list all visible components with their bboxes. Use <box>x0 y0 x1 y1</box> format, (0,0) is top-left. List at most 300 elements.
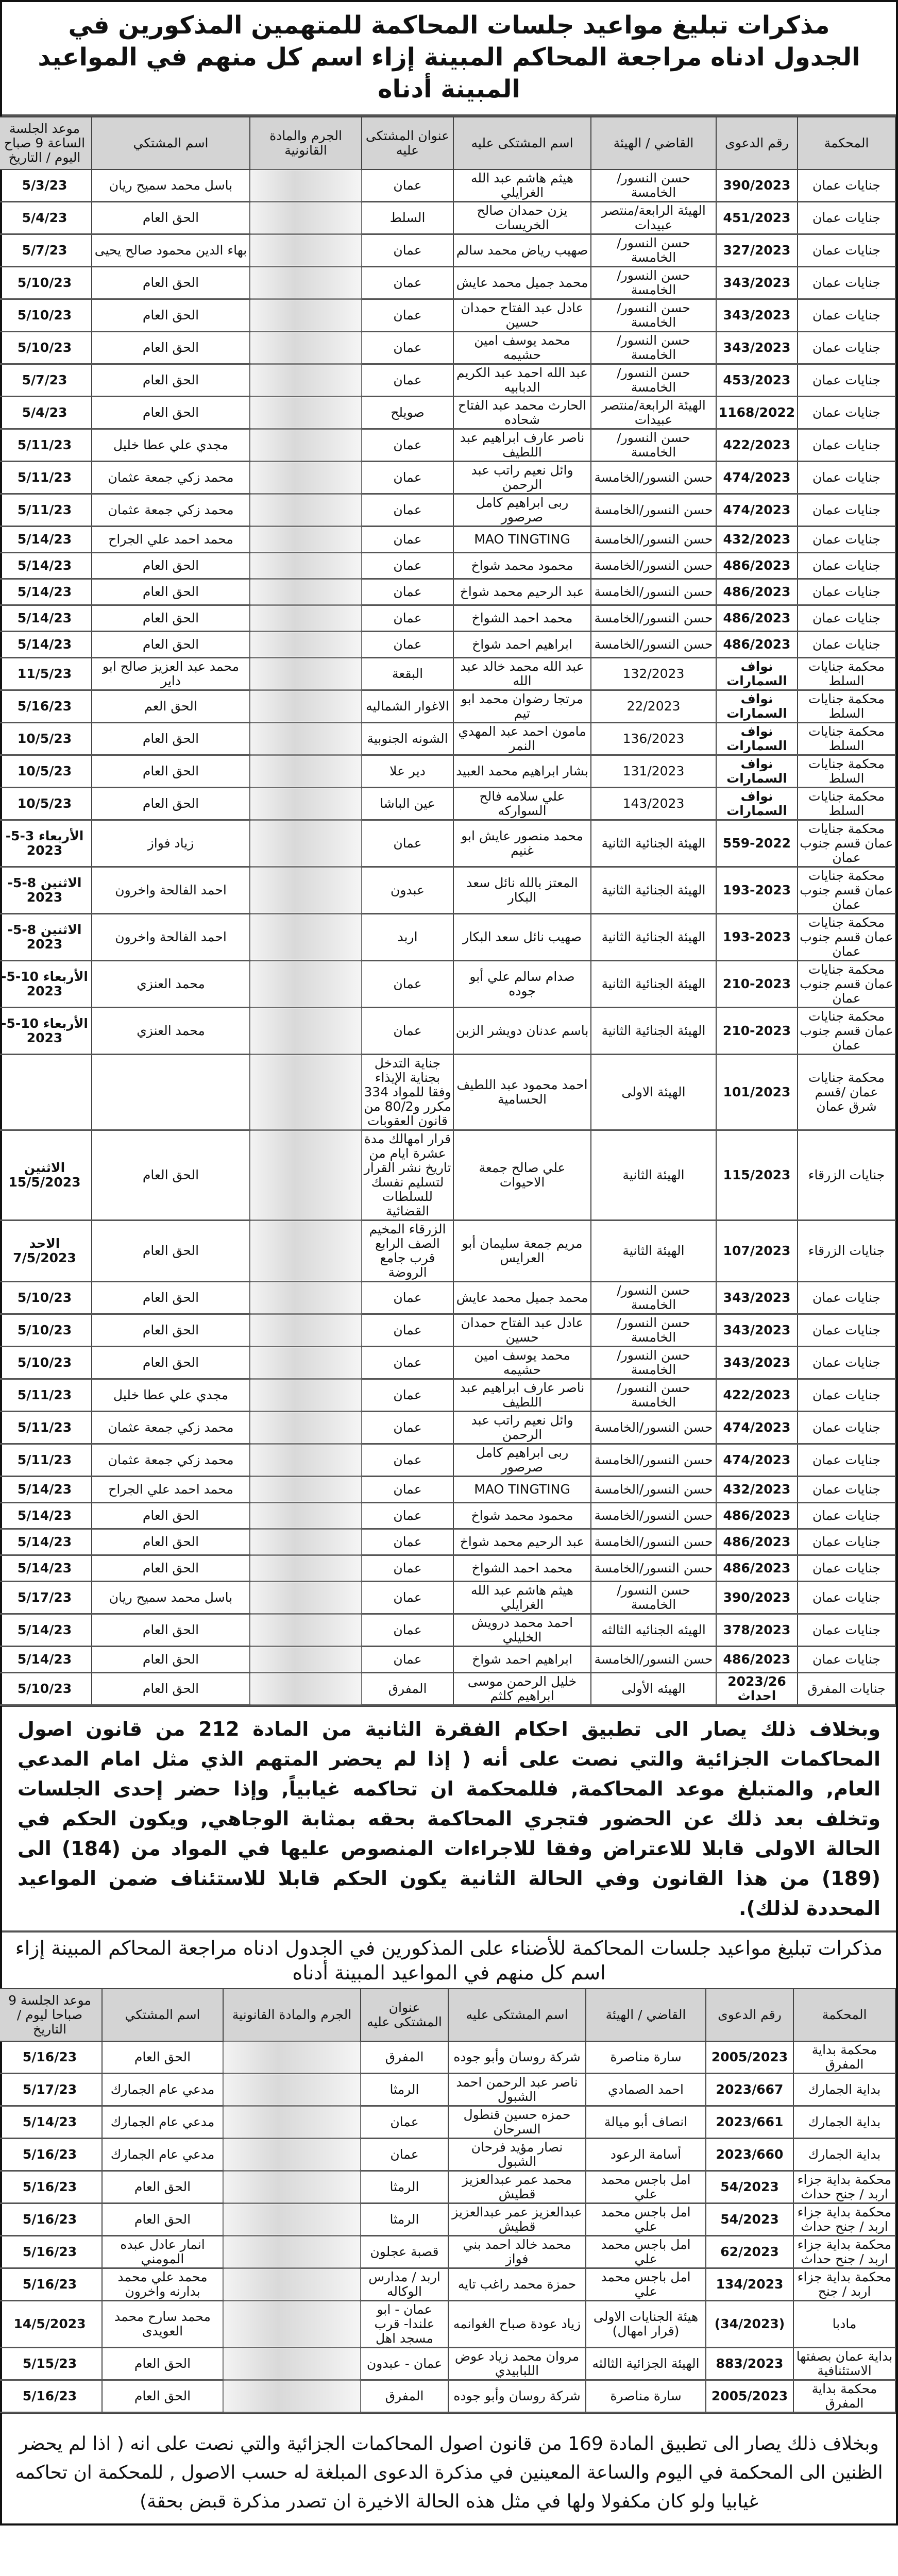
column-header-case: رقم الدعوى <box>706 1989 793 2041</box>
cell-defendant: عبدالعزيز عمر عبدالعزيز قطيش <box>448 2204 586 2236</box>
cell-complainant: الحق العام <box>92 299 250 332</box>
cell-court: محكمة جنايات السلط <box>798 755 895 788</box>
cell-crime <box>250 494 362 527</box>
cell-judge: حسن النسور/الخامسة <box>591 1647 716 1673</box>
table-row <box>0 579 895 605</box>
table-row <box>0 605 895 632</box>
cell-address: عمان <box>362 1282 453 1314</box>
cell-defendant: محمد جميل محمد عايش <box>453 267 591 299</box>
cell-complainant: الحق العام <box>102 2380 223 2413</box>
cell-case: 101/2023 <box>716 1055 798 1130</box>
cell-complainant: الحق العام <box>102 2171 223 2204</box>
cell-case: 193-2023 <box>716 914 798 961</box>
cell-defendant: علي سلامه فالح السواركه <box>453 788 591 820</box>
cell-date: 5/10/23 <box>0 1314 92 1347</box>
cell-court: جنايات عمان <box>798 462 895 494</box>
cell-address: عمان <box>362 553 453 579</box>
cell-case: 474/2023 <box>716 1444 798 1477</box>
cell-complainant: الحق العام <box>92 202 250 234</box>
cell-case: 453/2023 <box>716 364 798 397</box>
cell-court: جنايات عمان <box>798 632 895 658</box>
cell-date: 5/16/23 <box>0 690 92 723</box>
cell-crime <box>223 2268 361 2301</box>
cell-crime <box>250 1529 362 1555</box>
cell-case: 343/2023 <box>716 1347 798 1379</box>
table-row <box>0 397 895 429</box>
cell-address: عمان <box>362 1614 453 1647</box>
cell-address: الرمثا <box>361 2204 448 2236</box>
table-row <box>0 1477 895 1503</box>
table-row <box>0 2348 895 2380</box>
cell-date: 5/4/23 <box>0 202 92 234</box>
table-row <box>0 867 895 914</box>
cell-case: 390/2023 <box>716 1582 798 1614</box>
cell-address: صويلح <box>362 397 453 429</box>
cell-judge: انصاف أبو ميالة <box>586 2106 706 2139</box>
cell-judge: حسن النسور/ الخامسة <box>591 170 716 202</box>
cell-defendant: احمد محمد درويش الخليلي <box>453 1614 591 1647</box>
cell-case: 2005/2023 <box>706 2380 793 2413</box>
table-row <box>0 267 895 299</box>
cell-complainant: مدعي عام الجمارك <box>102 2106 223 2139</box>
cell-address: اربد <box>362 914 453 961</box>
cell-crime <box>223 2301 361 2348</box>
cell-date: 5/14/23 <box>0 1477 92 1503</box>
cell-judge: حسن النسور/ الخامسة <box>591 234 716 267</box>
cell-case: 54/2023 <box>706 2204 793 2236</box>
cell-complainant: مدعي عام الجمارك <box>102 2139 223 2171</box>
column-header-defendant: اسم المشتكى عليه <box>453 117 591 170</box>
cell-crime <box>250 1221 362 1282</box>
table-row <box>0 170 895 202</box>
table-row <box>0 1055 895 1130</box>
cell-judge: حسن النسور/ الخامسة <box>591 1379 716 1412</box>
cell-court: محكمة بداية المفرق <box>793 2041 895 2074</box>
table-header-row <box>0 1989 895 2041</box>
table-row <box>0 429 895 462</box>
cell-date: 14/5/2023 <box>0 2301 102 2348</box>
cell-judge: حسن النسور/الخامسة <box>591 462 716 494</box>
cell-complainant <box>92 1055 250 1130</box>
cell-address: جناية التدخل بجناية الإيذاء وفقا للمواد 334 مكرر و80/2 من قانون العقوبات <box>362 1055 453 1130</box>
cell-date: 5/15/23 <box>0 2348 102 2380</box>
cell-address: عمان <box>362 605 453 632</box>
column-header-judge: القاضي / الهيئة <box>591 117 716 170</box>
cell-defendant: نصار مؤيد فرحان الشبول <box>448 2139 586 2171</box>
cell-address: عمان <box>362 1008 453 1055</box>
cell-complainant: الحق العام <box>92 1347 250 1379</box>
cell-court: جنايات عمان <box>798 1555 895 1582</box>
cell-complainant: الحق العم <box>92 690 250 723</box>
cell-defendant: باسم عدنان دويشر الزبن <box>453 1008 591 1055</box>
cell-crime <box>223 2106 361 2139</box>
cell-crime <box>250 1008 362 1055</box>
cell-complainant: محمد زكي جمعة عثمان <box>92 1444 250 1477</box>
cell-court: جنايات عمان <box>798 1347 895 1379</box>
cell-court: محكمة بداية جزاء اربد / جنح <box>793 2268 895 2301</box>
cell-case: 474/2023 <box>716 1412 798 1444</box>
cell-complainant: الحق العام <box>92 1314 250 1347</box>
cell-crime <box>250 1314 362 1347</box>
cell-court: جنايات عمان <box>798 494 895 527</box>
cell-case: 486/2023 <box>716 1555 798 1582</box>
table-row <box>0 494 895 527</box>
cell-judge: الهيئة الاولى <box>591 1055 716 1130</box>
cell-crime <box>250 914 362 961</box>
cell-address: عمان <box>362 332 453 364</box>
cell-case: 107/2023 <box>716 1221 798 1282</box>
cell-case: 451/2023 <box>716 202 798 234</box>
cell-crime <box>250 332 362 364</box>
cell-case: 486/2023 <box>716 1503 798 1529</box>
cell-crime <box>250 755 362 788</box>
cell-case: 62/2023 <box>706 2236 793 2268</box>
cell-court: محكمة جنايات السلط <box>798 658 895 690</box>
cell-defendant: هيثم هاشم عبد الله الغرايلي <box>453 1582 591 1614</box>
cell-court: جنايات الزرقاء <box>798 1221 895 1282</box>
cell-crime <box>250 462 362 494</box>
cell-court: جنايات عمان <box>798 579 895 605</box>
cell-address: المفرق <box>361 2380 448 2413</box>
cell-complainant: الحق العام <box>92 267 250 299</box>
cell-date: 5/7/23 <box>0 364 92 397</box>
table-row <box>0 788 895 820</box>
table-row <box>0 755 895 788</box>
cell-complainant: الحق العام <box>92 332 250 364</box>
table-row <box>0 2236 895 2268</box>
cell-court: جنايات عمان <box>798 1314 895 1347</box>
cell-defendant: وائل نعيم راتب عبد الرحمن <box>453 462 591 494</box>
table-row <box>0 2301 895 2348</box>
cell-court: جنايات عمان <box>798 397 895 429</box>
cell-case: 343/2023 <box>716 267 798 299</box>
cell-judge: حسن النسور/ الخامسة <box>591 364 716 397</box>
cell-complainant: محمد عبد العزيز صالح ابو داير <box>92 658 250 690</box>
cell-court: محكمة جنايات عمان /قسم شرق عمان <box>798 1055 895 1130</box>
cell-crime <box>250 690 362 723</box>
cell-defendant: صهيب رياض محمد سالم <box>453 234 591 267</box>
cell-case: 2023/661 <box>706 2106 793 2139</box>
cell-address: عمان <box>362 364 453 397</box>
cell-defendant: ربى ابراهيم كامل صرصور <box>453 1444 591 1477</box>
cell-case: 2023/667 <box>706 2074 793 2106</box>
table-row <box>0 2074 895 2106</box>
table-row <box>0 2139 895 2171</box>
cell-court: محكمة بداية المفرق <box>793 2380 895 2413</box>
cell-crime <box>250 1055 362 1130</box>
cell-defendant: وائل نعيم راتب عبد الرحمن <box>453 1412 591 1444</box>
cell-court: جنايات عمان <box>798 170 895 202</box>
cell-address: عمان <box>362 1444 453 1477</box>
cell-address: اربد / مدارس الوكاله <box>361 2268 448 2301</box>
cell-crime <box>250 1444 362 1477</box>
cell-defendant: محمود محمد شواخ <box>453 553 591 579</box>
table-row <box>0 914 895 961</box>
cell-date: 5/10/23 <box>0 1673 92 1705</box>
table-row <box>0 961 895 1008</box>
cell-defendant: عبد الرحيم محمد شواخ <box>453 579 591 605</box>
table-row <box>0 234 895 267</box>
cell-judge: حسن النسور/الخامسة <box>591 494 716 527</box>
cell-complainant: مجدي علي عطا خليل <box>92 429 250 462</box>
cell-court: جنايات عمان <box>798 234 895 267</box>
cell-case: 343/2023 <box>716 332 798 364</box>
cell-date: 5/11/23 <box>0 462 92 494</box>
cell-defendant: مروان محمد زياد عوض اللبابيدي <box>448 2348 586 2380</box>
cell-defendant: محمد عمر عبدالعزيز قطيش <box>448 2171 586 2204</box>
cell-date: الأربعاء 10-5-2023 <box>0 961 92 1008</box>
cell-judge: حسن النسور/ الخامسة <box>591 267 716 299</box>
cell-complainant: الحق العام <box>92 632 250 658</box>
cell-date: 5/16/23 <box>0 2139 102 2171</box>
cell-crime <box>223 2139 361 2171</box>
cell-crime <box>250 658 362 690</box>
cell-crime <box>250 364 362 397</box>
cell-date: 5/11/23 <box>0 1379 92 1412</box>
cell-case: 2005/2023 <box>706 2041 793 2074</box>
cell-defendant: ربى ابراهيم كامل صرصور <box>453 494 591 527</box>
cell-defendant: مامون احمد عبد المهدي النمر <box>453 723 591 755</box>
cell-date: 5/14/23 <box>0 632 92 658</box>
cell-crime <box>250 1503 362 1529</box>
notice2-body <box>0 2041 895 2413</box>
cell-judge: حسن النسور/ الخامسة <box>591 1582 716 1614</box>
cell-defendant: MAO TINGTING <box>453 1477 591 1503</box>
cell-date: 5/16/23 <box>0 2380 102 2413</box>
cell-defendant: ناصر عارف ابراهيم عبد اللطيف <box>453 1379 591 1412</box>
cell-complainant: محمد احمد علي الجراح <box>92 527 250 553</box>
cell-court: محكمة جنايات عمان قسم جنوب عمان <box>798 1008 895 1055</box>
cell-crime <box>223 2041 361 2074</box>
cell-date: الاثنين 8-5-2023 <box>0 914 92 961</box>
cell-address: قرار امهالك مدة عشرة ايام من تاريخ نشر القرار لتسليم نفسك للسلطات القضائية <box>362 1130 453 1221</box>
cell-judge: حسن النسور/الخامسة <box>591 553 716 579</box>
cell-judge: امل باجس محمد علي <box>586 2236 706 2268</box>
table-row <box>0 2268 895 2301</box>
cell-address: الزرقاء المخيم الصف الرابع قرب جامع الروضة <box>362 1221 453 1282</box>
cell-defendant: ناصر عبد الرحمن احمد الشبول <box>448 2074 586 2106</box>
cell-crime <box>250 1130 362 1221</box>
table-row <box>0 723 895 755</box>
cell-date: 5/14/23 <box>0 2106 102 2139</box>
cell-judge: حسن النسور/الخامسة <box>591 579 716 605</box>
cell-judge: حسن النسور/الخامسة <box>591 1529 716 1555</box>
cell-crime <box>250 1347 362 1379</box>
cell-address: دير علا <box>362 755 453 788</box>
cell-address: عمان <box>362 1529 453 1555</box>
cell-judge: حسن النسور/الخامسة <box>591 632 716 658</box>
cell-complainant: الحق العام <box>92 1673 250 1705</box>
cell-court: جنايات عمان <box>798 1647 895 1673</box>
cell-address: عمان <box>361 2139 448 2171</box>
table-row <box>0 202 895 234</box>
column-header-defendant: اسم المشتكى عليه <box>448 1989 586 2041</box>
cell-complainant: الحق العام <box>92 1529 250 1555</box>
cell-defendant: عبد الرحيم محمد شواخ <box>453 1529 591 1555</box>
cell-address: الرمثا <box>361 2074 448 2106</box>
cell-complainant: الحق العام <box>92 364 250 397</box>
cell-complainant: محمد علي محمد بدارنه واخرون <box>102 2268 223 2301</box>
table-row <box>0 332 895 364</box>
cell-judge: الهيئه الأولى <box>591 1673 716 1705</box>
cell-defendant: صهيب نائل سعد البكار <box>453 914 591 961</box>
cell-address: عمان <box>362 632 453 658</box>
cell-date: 5/16/23 <box>0 2268 102 2301</box>
cell-court: بداية الجمارك <box>793 2106 895 2139</box>
cell-case: 1168/2022 <box>716 397 798 429</box>
cell-date <box>0 1055 92 1130</box>
cell-judge: حسن النسور/ الخامسة <box>591 1347 716 1379</box>
cell-judge: حسن النسور/الخامسة <box>591 527 716 553</box>
cell-complainant: الحق العام <box>92 1130 250 1221</box>
cell-complainant: الحق العام <box>92 723 250 755</box>
cell-judge: الهيئة الجنائية الثانية <box>591 914 716 961</box>
cell-date: 5/11/23 <box>0 429 92 462</box>
cell-crime <box>250 820 362 867</box>
cell-case: 343/2023 <box>716 1314 798 1347</box>
cell-defendant: ابراهيم احمد شواخ <box>453 1647 591 1673</box>
table-row <box>0 1221 895 1282</box>
cell-address: عمان <box>362 1503 453 1529</box>
cell-judge: الهيئه الجنائيه الثالثه <box>591 1614 716 1647</box>
cell-defendant: عادل عبد الفتاح حمدان حسين <box>453 1314 591 1347</box>
cell-complainant: محمد سارح محمد العويدى <box>102 2301 223 2348</box>
cell-case: 559-2022 <box>716 820 798 867</box>
cell-judge: حسن النسور/الخامسة <box>591 605 716 632</box>
cell-court: محكمة جنايات السلط <box>798 723 895 755</box>
cell-crime <box>223 2236 361 2268</box>
table-row <box>0 2041 895 2074</box>
cell-date: 5/14/23 <box>0 1503 92 1529</box>
cell-defendant: صدام سالم علي أبو جوده <box>453 961 591 1008</box>
cell-address: البقعة <box>362 658 453 690</box>
cell-court: محكمة جنايات السلط <box>798 788 895 820</box>
cell-crime <box>250 527 362 553</box>
cell-address: عمان <box>362 234 453 267</box>
notice1-body <box>0 170 895 1705</box>
cell-court: جنايات عمان <box>798 1477 895 1503</box>
cell-address: عمان <box>362 527 453 553</box>
cell-address: عمان <box>362 1347 453 1379</box>
cell-court: محكمة بداية جزاء اربد / جنح حداث <box>793 2171 895 2204</box>
table-row <box>0 1008 895 1055</box>
cell-address: عمان <box>362 961 453 1008</box>
cell-date: 5/14/23 <box>0 579 92 605</box>
cell-court: جنايات عمان <box>798 267 895 299</box>
notice1-legal-text: وبخلاف ذلك يصار الى تطبيق احكام الفقرة الثانية من المادة 212 من قانون اصول المحاكمات الجزائية والتي نصت على أنه ( إذا لم يحضر المتهم الذي مثل امام المدعي العام, والمتبلغ موعد المحاكمة, فللمحكمة ان تحاكمه غيابياً, وإذا حضر إحدى الجلسات وتخلف بعد ذلك عن الحضور فتجري المحاكمة بحقه بمثابة الوجاهي, ويكون الحكم في الحالة الاولى قابلا للاعتراض وفقا للاجراءات المنصوص عليها في المواد من (184) الى (189) من هذا القانون وفي الحالة الثانية يكون الحكم قابلا للاستئناف ضمن المواعيد المحددة لذلك). <box>2 1706 896 1930</box>
cell-date: 5/10/23 <box>0 1347 92 1379</box>
cell-case: 327/2023 <box>716 234 798 267</box>
cell-judge: 143/2023 <box>591 788 716 820</box>
cell-address: الشونه الجنوبية <box>362 723 453 755</box>
cell-complainant: باسل محمد سميح ريان <box>92 1582 250 1614</box>
cell-date: الأربعاء 3-5-2023 <box>0 820 92 867</box>
cell-court: جنايات عمان <box>798 1379 895 1412</box>
cell-court: محكمة بداية جزاء اربد / جنح حداث <box>793 2236 895 2268</box>
cell-date: 5/11/23 <box>0 494 92 527</box>
cell-case: (34/2023) <box>706 2301 793 2348</box>
cell-complainant: محمد زكي جمعة عثمان <box>92 1412 250 1444</box>
cell-case: 54/2023 <box>706 2171 793 2204</box>
cell-defendant: عبد الله محمد خالد عبد الله <box>453 658 591 690</box>
cell-complainant: الحق العام <box>92 788 250 820</box>
cell-defendant: بشار ابراهيم محمد العبيد <box>453 755 591 788</box>
cell-date: 5/17/23 <box>0 1582 92 1614</box>
cell-complainant: الحق العام <box>92 397 250 429</box>
cell-court: محكمة جنايات السلط <box>798 690 895 723</box>
cell-defendant: محمد يوسف امين حشيمه <box>453 332 591 364</box>
cell-complainant: الحق العام <box>92 1555 250 1582</box>
notice2-legal-text: وبخلاف ذلك يصار الى تطبيق المادة 169 من قانون اصول المحاكمات الجزائية والتي نصت على انه ( اذا لم يحضر الظنين الى المحكمة في اليوم والساعة المعينين في مذكرة الدعوى المبلغة له حسب الاصول , للمحكمة ان تحاكمه غيابيا ولو كان مكفولا ولها في مثل هذه الحالة الاخيرة ان تصدر مذكرة قبض بحقة) <box>2 2413 896 2523</box>
cell-crime <box>250 579 362 605</box>
cell-crime <box>223 2074 361 2106</box>
cell-complainant: محمد زكي جمعة عثمان <box>92 494 250 527</box>
cell-address: الاغوار الشماليه <box>362 690 453 723</box>
cell-case: نواف السمارات <box>716 723 798 755</box>
cell-case: 486/2023 <box>716 553 798 579</box>
column-header-judge: القاضي / الهيئة <box>586 1989 706 2041</box>
cell-address: عمان - عبدون <box>361 2348 448 2380</box>
column-header-case: رقم الدعوى <box>716 117 798 170</box>
cell-court: جنايات عمان <box>798 605 895 632</box>
cell-defendant: شركة روسان وأبو جوده <box>448 2380 586 2413</box>
cell-judge: سارة مناصرة <box>586 2380 706 2413</box>
cell-court: جنايات الزرقاء <box>798 1130 895 1221</box>
cell-judge: الهيئة الثانية <box>591 1221 716 1282</box>
table-row <box>0 1529 895 1555</box>
table-row <box>0 1555 895 1582</box>
cell-date: 11/5/23 <box>0 658 92 690</box>
cell-crime <box>250 1477 362 1503</box>
cell-court: جنايات عمان <box>798 1529 895 1555</box>
cell-case: 883/2023 <box>706 2348 793 2380</box>
cell-case: 193-2023 <box>716 867 798 914</box>
cell-judge: امل باجس محمد علي <box>586 2204 706 2236</box>
table-row <box>0 553 895 579</box>
cell-judge: حسن النسور/الخامسة <box>591 1444 716 1477</box>
cell-complainant: مجدي علي عطا خليل <box>92 1379 250 1412</box>
cell-judge: 136/2023 <box>591 723 716 755</box>
cell-crime <box>250 788 362 820</box>
cell-date: 5/3/23 <box>0 170 92 202</box>
cell-case: 343/2023 <box>716 299 798 332</box>
cell-judge: حسن النسور/الخامسة <box>591 1477 716 1503</box>
cell-complainant: احمد الفالحة واخرون <box>92 914 250 961</box>
cell-crime <box>250 1282 362 1314</box>
cell-defendant: يزن حمدان صالح الخريسات <box>453 202 591 234</box>
cell-date: 5/14/23 <box>0 605 92 632</box>
cell-address: عبدون <box>362 867 453 914</box>
cell-judge: الهيئة الرابعة/منتصر عبيدات <box>591 397 716 429</box>
cell-judge: احمد الصمادي <box>586 2074 706 2106</box>
table-row <box>0 1503 895 1529</box>
cell-address: عمان <box>362 1477 453 1503</box>
cell-date: 5/14/23 <box>0 1555 92 1582</box>
cell-crime <box>250 1412 362 1444</box>
cell-complainant: الحق العام <box>92 1647 250 1673</box>
cell-crime <box>250 553 362 579</box>
cell-complainant: الحق العام <box>92 553 250 579</box>
notice2-table <box>0 1988 896 2413</box>
cell-defendant: محمد احمد الشواخ <box>453 1555 591 1582</box>
cell-judge: حسن النسور/ الخامسة <box>591 332 716 364</box>
cell-case: نواف السمارات <box>716 755 798 788</box>
cell-case: 422/2023 <box>716 429 798 462</box>
cell-court: محكمة جنايات عمان قسم جنوب عمان <box>798 867 895 914</box>
cell-date: 5/11/23 <box>0 1412 92 1444</box>
cell-complainant: الحق العام <box>92 1503 250 1529</box>
table-row <box>0 2171 895 2204</box>
